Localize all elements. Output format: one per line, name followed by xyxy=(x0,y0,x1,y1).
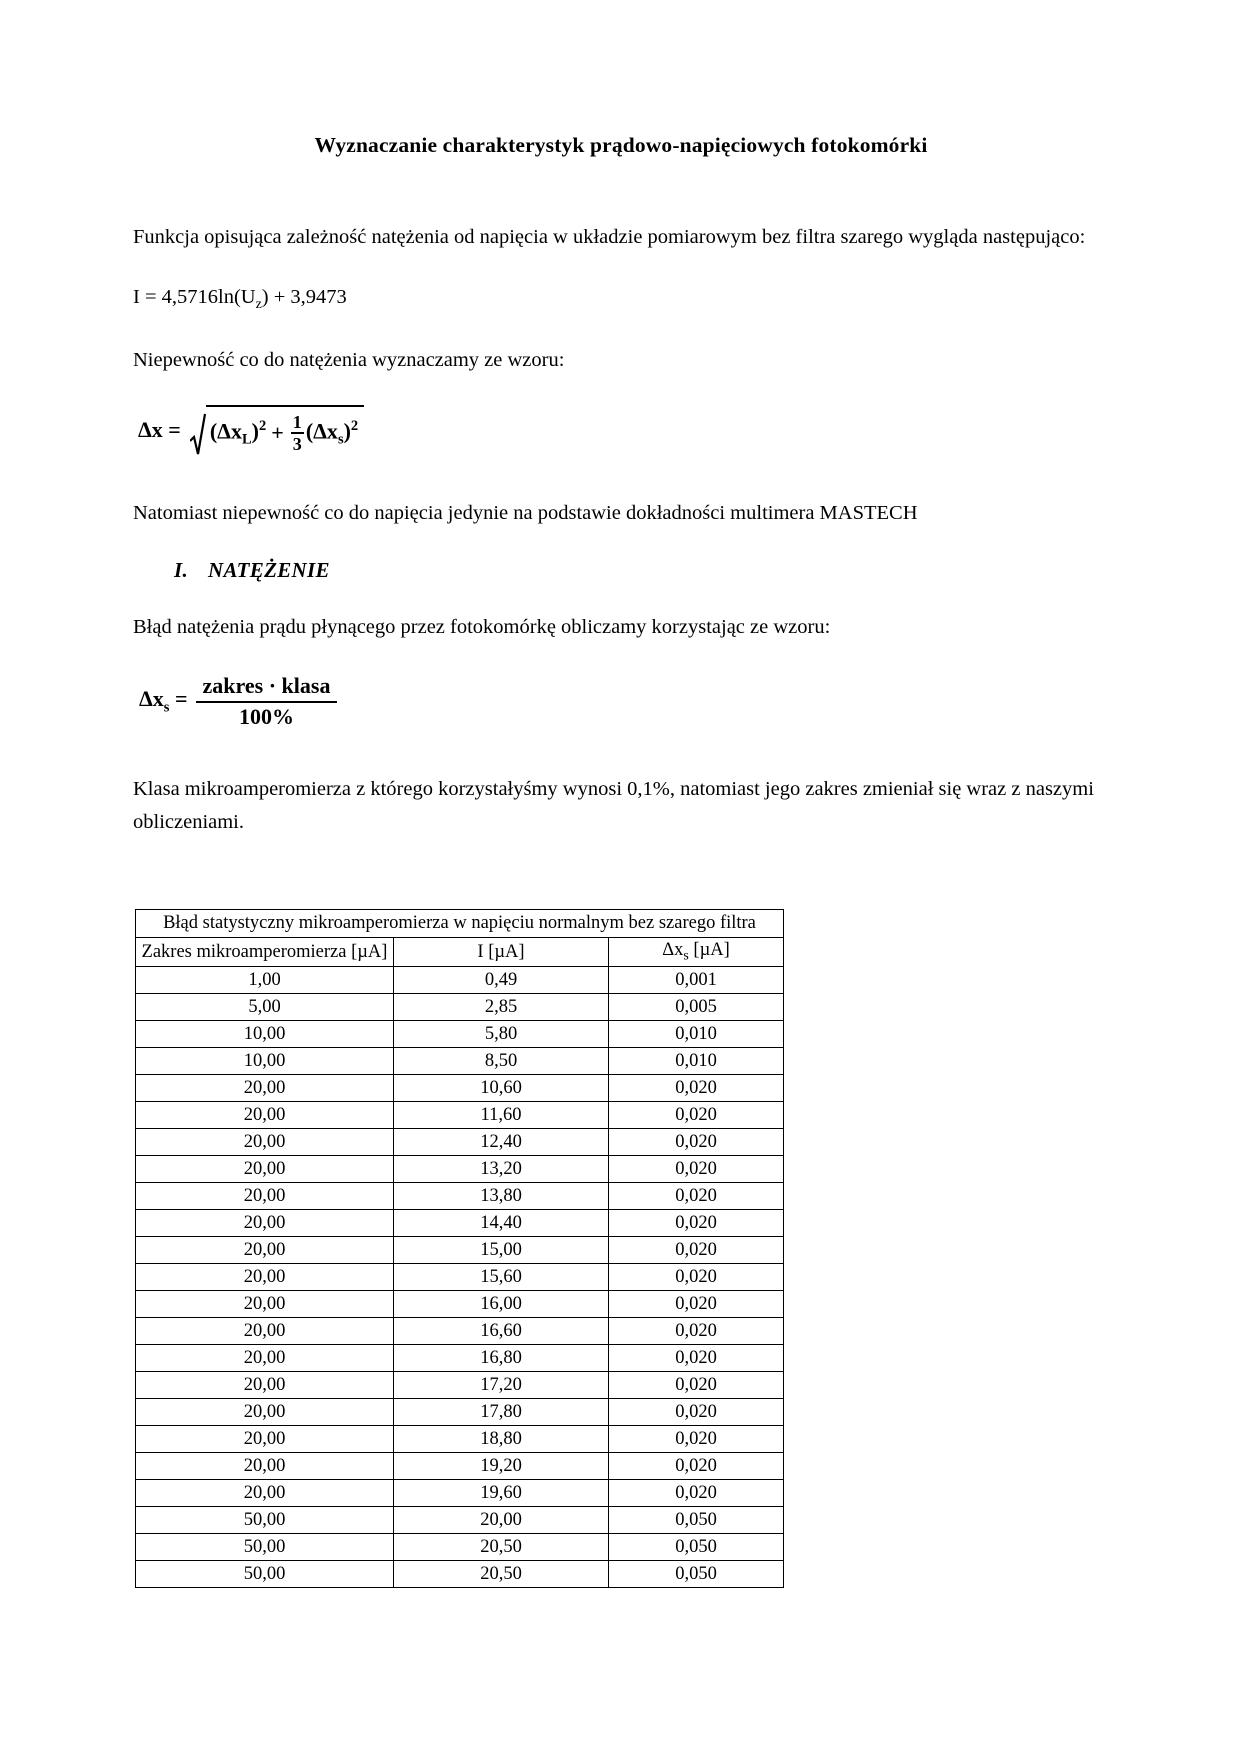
table-cell: 13,20 xyxy=(394,1155,609,1182)
table-row xyxy=(136,1236,784,1263)
table-cell: 0,020 xyxy=(609,1425,784,1452)
formula-delta-xs xyxy=(133,667,1109,737)
table-cell: 0,020 xyxy=(609,1344,784,1371)
spacer xyxy=(133,316,1109,344)
table-cell: 19,60 xyxy=(394,1479,609,1506)
sqrt-term1-sub: L xyxy=(241,431,252,448)
sqrt-term2-base: (Δx xyxy=(305,418,338,444)
multimeter-paragraph: Natomiast niepewność co do napięcia jedynie na podstawie dokładności multimera MASTECH xyxy=(133,502,918,525)
class-paragraph: Klasa mikroamperomierza z którego korzystałyśmy wynosi 0,1%, natomiast jego zakres zmieniał się wraz z naszymi obliczeniami. xyxy=(133,777,1094,833)
table-cell: 20,00 xyxy=(136,1479,394,1506)
table-row xyxy=(136,993,784,1020)
table-cell: 0,020 xyxy=(609,1101,784,1128)
table-row xyxy=(136,1128,784,1155)
table-cell: 50,00 xyxy=(136,1560,394,1587)
table-cell: 0,020 xyxy=(609,1371,784,1398)
sqrt-term2-exp: 2 xyxy=(350,417,359,434)
page-title: Wyznaczanie charakterystyk prądowo-napięciowych fotokomórki xyxy=(314,133,928,157)
table-row xyxy=(136,1398,784,1425)
table-cell: 20,00 xyxy=(136,1074,394,1101)
table-cell: 2,85 xyxy=(394,993,609,1020)
table-header-row xyxy=(136,938,784,967)
table-row xyxy=(136,1290,784,1317)
sqrt-term2-sub: s xyxy=(337,431,344,448)
table-cell: 5,80 xyxy=(394,1020,609,1047)
equation-main xyxy=(133,282,1109,316)
formula-frac-lhs xyxy=(139,686,188,716)
table-row xyxy=(136,966,784,993)
table-cell: 20,00 xyxy=(136,1344,394,1371)
table-cell: 0,020 xyxy=(609,1263,784,1290)
table-cell: 19,20 xyxy=(394,1452,609,1479)
table-cell: 10,60 xyxy=(394,1074,609,1101)
table-cell: 1,00 xyxy=(136,966,394,993)
equation-main-subscript: z xyxy=(255,297,262,313)
table-cell: 20,50 xyxy=(394,1533,609,1560)
section-number: I. xyxy=(174,558,189,583)
sqrt-group xyxy=(190,405,364,455)
table-cell: 5,00 xyxy=(136,993,394,1020)
table-cell: 17,20 xyxy=(394,1371,609,1398)
table-cell: 0,020 xyxy=(609,1398,784,1425)
table-row xyxy=(136,1074,784,1101)
sqrt-radicand xyxy=(206,405,364,455)
column-header-delta-xs-unit: [µA] xyxy=(688,940,730,961)
table-row xyxy=(136,1047,784,1074)
sqrt-term2 xyxy=(306,418,358,449)
table-cell: 18,80 xyxy=(394,1425,609,1452)
table-cell: 20,00 xyxy=(136,1317,394,1344)
table-cell: 20,00 xyxy=(136,1290,394,1317)
sqrt-plus-operator: + xyxy=(271,420,284,446)
document-content xyxy=(133,0,1109,1588)
table-cell: 15,60 xyxy=(394,1263,609,1290)
uncertainty-intro-paragraph: Niepewność co do natężenia wyznaczamy ze wzoru: xyxy=(133,349,565,371)
formula-frac-lhs-base: Δx xyxy=(139,686,164,712)
spacer xyxy=(133,461,1109,497)
equation-main-rhs: ) + 3,9473 xyxy=(261,286,347,308)
table-caption-row xyxy=(136,910,784,938)
sqrt-term1-close: ) xyxy=(251,418,259,444)
table-cell: 20,00 xyxy=(136,1371,394,1398)
spacer xyxy=(133,645,1109,667)
column-header-delta-xs-base: Δx xyxy=(662,940,684,961)
table-cell: 0,020 xyxy=(609,1452,784,1479)
table-row xyxy=(136,1452,784,1479)
table-cell: 0,020 xyxy=(609,1155,784,1182)
formula-frac-equals: = xyxy=(174,686,188,712)
table-cell: 50,00 xyxy=(136,1533,394,1560)
table-cell: 0,020 xyxy=(609,1128,784,1155)
table-cell: 0,050 xyxy=(609,1560,784,1587)
table-row xyxy=(136,1101,784,1128)
table-cell: 0,050 xyxy=(609,1506,784,1533)
table-cell: 16,00 xyxy=(394,1290,609,1317)
spacer xyxy=(133,254,1109,282)
table-row xyxy=(136,1263,784,1290)
table-row xyxy=(136,1020,784,1047)
table-row xyxy=(136,1506,784,1533)
table-cell: 15,00 xyxy=(394,1236,609,1263)
table-cell: 20,00 xyxy=(136,1452,394,1479)
spacer xyxy=(133,583,1109,611)
column-header-zakres: Zakres mikroamperomierza [µA] xyxy=(136,938,394,967)
table-cell: 20,50 xyxy=(394,1560,609,1587)
spacer xyxy=(133,377,1109,399)
table-cell: 0,020 xyxy=(609,1236,784,1263)
measurement-table xyxy=(135,909,784,1588)
table-cell: 20,00 xyxy=(136,1236,394,1263)
measurement-table-body xyxy=(136,910,784,1588)
table-cell: 50,00 xyxy=(136,1506,394,1533)
table-row xyxy=(136,1344,784,1371)
sqrt-term1-base: (Δx xyxy=(209,418,242,444)
table-row xyxy=(136,1209,784,1236)
column-header-delta-xs xyxy=(609,938,784,967)
table-cell: 0,050 xyxy=(609,1533,784,1560)
formula-frac-fraction xyxy=(196,674,338,729)
formula-frac-lhs-sub: s xyxy=(163,699,170,716)
table-cell: 20,00 xyxy=(136,1101,394,1128)
formula-sqrt-lhs: Δx = xyxy=(138,417,181,443)
column-header-delta-xs-sub: s xyxy=(683,948,689,964)
sqrt-fraction-one-third xyxy=(291,413,304,453)
equation-main-lhs: I = 4,5716ln(U xyxy=(133,286,256,308)
table-cell: 0,49 xyxy=(394,966,609,993)
formula-frac-denominator: 100% xyxy=(196,701,338,730)
table-cell: 13,80 xyxy=(394,1182,609,1209)
sqrt-term1 xyxy=(210,418,266,449)
section-label: NATĘŻENIE xyxy=(208,558,330,583)
table-cell: 20,00 xyxy=(136,1209,394,1236)
table-cell: 8,50 xyxy=(394,1047,609,1074)
formula-frac-numerator: zakres · klasa xyxy=(202,672,331,698)
table-row xyxy=(136,1425,784,1452)
fraction-denominator: 3 xyxy=(292,434,302,455)
table-cell: 20,00 xyxy=(136,1425,394,1452)
formula-uncertainty-sqrt xyxy=(133,399,1109,461)
measurement-table-wrapper xyxy=(133,909,1109,1588)
table-cell: 0,020 xyxy=(609,1182,784,1209)
table-row xyxy=(136,1155,784,1182)
table-cell: 0,020 xyxy=(609,1317,784,1344)
table-cell: 20,00 xyxy=(136,1263,394,1290)
table-cell: 0,020 xyxy=(609,1209,784,1236)
table-cell: 16,60 xyxy=(394,1317,609,1344)
table-cell: 0,010 xyxy=(609,1047,784,1074)
sqrt-term1-exp: 2 xyxy=(258,417,267,434)
table-cell: 16,80 xyxy=(394,1344,609,1371)
error-intro-paragraph: Błąd natężenia prądu płynącego przez fotokomórkę obliczamy korzystając ze wzoru: xyxy=(133,616,831,639)
table-cell: 0,005 xyxy=(609,993,784,1020)
table-row xyxy=(136,1533,784,1560)
fraction-numerator: 1 xyxy=(292,412,302,433)
table-cell: 10,00 xyxy=(136,1047,394,1074)
table-cell: 0,020 xyxy=(609,1479,784,1506)
sqrt-term2-close: ) xyxy=(343,418,351,444)
table-caption: Błąd statystyczny mikroamperomierza w napięciu normalnym bez szarego filtra xyxy=(136,910,784,938)
table-cell: 17,80 xyxy=(394,1398,609,1425)
table-cell: 0,001 xyxy=(609,966,784,993)
table-cell: 20,00 xyxy=(136,1155,394,1182)
table-cell: 20,00 xyxy=(136,1128,394,1155)
table-cell: 12,40 xyxy=(394,1128,609,1155)
table-cell: 0,010 xyxy=(609,1020,784,1047)
radical-icon xyxy=(190,405,206,455)
table-cell: 11,60 xyxy=(394,1101,609,1128)
table-cell: 20,00 xyxy=(136,1182,394,1209)
table-cell: 0,020 xyxy=(609,1290,784,1317)
table-row xyxy=(136,1560,784,1587)
column-header-i: I [µA] xyxy=(394,938,609,967)
table-row xyxy=(136,1479,784,1506)
intro-paragraph: Funkcja opisująca zależność natężenia od napięcia w układzie pomiarowym bez filtra szarego wygląda następująco: xyxy=(133,225,1086,248)
spacer xyxy=(133,159,1109,221)
section-heading-natezenie xyxy=(133,558,1109,583)
table-cell: 0,020 xyxy=(609,1074,784,1101)
table-cell: 20,00 xyxy=(394,1506,609,1533)
table-cell: 10,00 xyxy=(136,1020,394,1047)
table-row xyxy=(136,1182,784,1209)
table-row xyxy=(136,1317,784,1344)
spacer xyxy=(133,530,1109,558)
table-row xyxy=(136,1371,784,1398)
table-cell: 20,00 xyxy=(136,1398,394,1425)
table-cell: 14,40 xyxy=(394,1209,609,1236)
spacer xyxy=(133,737,1109,773)
